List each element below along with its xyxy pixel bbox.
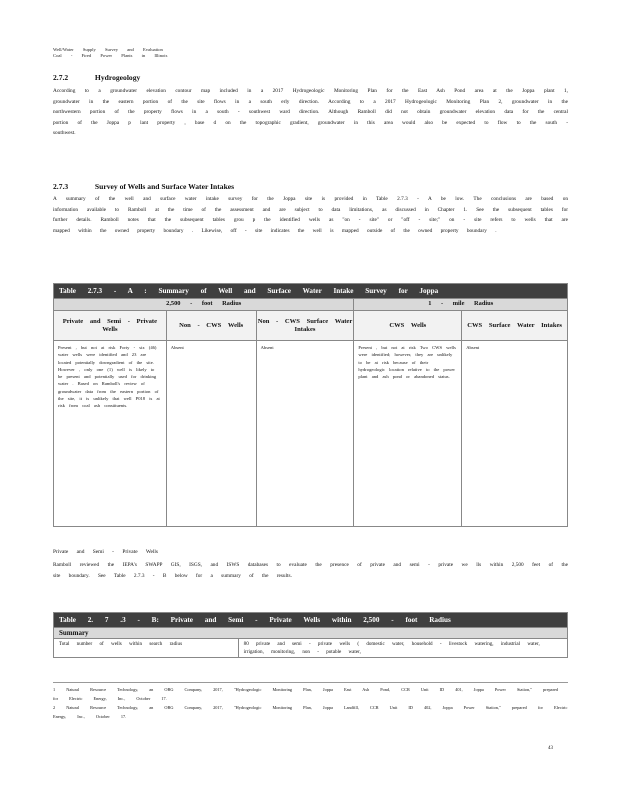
table-a-cell-cws-wells: Present , but not at risk Two CWS wells were identified; however, they are unlikely to be at risk because of their hydrogeologic location relative to the power plant and ash pond or abandoned status. [354, 341, 462, 527]
survey-paragraph: A summary of the well and surface water intake survey for the Joppa site is provided in Table 2.7.3 - A be low. The conclusions are based on information available to Ramboll at the time of the assessment and are subject to data limitations, as discussed in Chapter 1. See the subsequent tables for further details. Ramboll notes that the subsequent tables grou p the identified wells as "on - site" or "off - site;" on - site refers to wells that are mapped within the owned property boundary . Likewise, off - site indicates the well is mapped outside of the owned property boundary . [53, 196, 568, 234]
table-a-title: Table 2.7.3 - A : Summary of Well and Surface Water Intake Survey for Joppa [54, 284, 568, 299]
running-header-line1: Well/Water Supply Survey and Evaluation [53, 47, 163, 52]
page-number: 43 [548, 746, 553, 751]
summary-table-b [53, 612, 568, 658]
section-heading-survey [53, 182, 234, 191]
footnote-1: 1 Natural Resource Technology, an OBG Company, 2017, "Hydrogeologic Monitoring Plan, Joppa East Ash Pond, CCR Unit ID 401, Joppa Power Station," prepared for Electric Energy, Inc., October 17. [53, 687, 559, 701]
running-header-line2: Coal - Fired Power Plants in Illinois [53, 53, 168, 59]
private-wells-paragraph: Ramboll reviewed the IEPA's SWAPP GIS, ISGS, and ISWS databases to evaluate the presence of private and semi - private we lls within 2,500 feet of the site boundary. See Table 2.7.3 - B below for a summary of the results. [53, 562, 568, 579]
table-a-col-private-wells: Private and Semi - Private Wells [54, 311, 167, 341]
table-a-cell-noncws-intakes: Absent [256, 341, 354, 527]
table-a-cell-cws-intakes: Absent [462, 341, 568, 527]
table-a-band-1mile: 1 - mile Radius [354, 299, 568, 311]
section-number: 2.7.3 [53, 182, 69, 191]
table-a-cell-noncws-wells: Absent [166, 341, 256, 527]
table-b-row-label: Total number of wells within search radius [54, 639, 239, 658]
section-title: Survey of Wells and Surface Water Intakes [94, 182, 235, 191]
table-a-col-noncws-wells: Non - CWS Wells [166, 311, 256, 341]
private-wells-subheading: Private and Semi - Private Wells [53, 549, 158, 555]
running-header [53, 47, 167, 59]
hydrogeology-paragraph: According to a groundwater elevation contour map included in a 2017 Hydrogeologic Monitoring Plan for the East Ash Pond area at the Joppa plant 1, groundwater in the eastern portion of the site flows in a south erly direction. According to a 2017 Hydrogeologic Monitoring Plan 2, groundwater in the northwestern portion of the property flows in a south - southwest ward direction. Although Ramboll did not obtain groundwater elevation data for the central portion of the Joppa p lant property , base d on the topographic gradient, groundwater in this area would also be expected to flow to the south - southwest. [53, 88, 568, 137]
footnote-2: 2 Natural Resource Technology, an OBG Company, 2017, "Hydrogeologic Monitoring Plan, Joppa Landfill, CCR Unit ID 402, Joppa Power Station," prepared for Electric Energy, Inc., October 17. [53, 705, 568, 719]
section-title: Hydrogeology [94, 73, 141, 82]
table-a-col-cws-wells: CWS Wells [354, 311, 462, 341]
summary-table-a [53, 283, 568, 527]
table-b-title: Table 2. 7 .3 - B: Private and Semi - Private Wells within 2,500 - foot Radius [54, 613, 568, 628]
table-a-band-2500ft: 2,500 - foot Radius [54, 299, 354, 311]
table-a-cell-private-wells: Present , but not at risk Forty - six (46) water wells were identified and 23 are located potentially downgradient of the site. However , only one (1) well is likely to be present and potentially used for drinking water . Based on Ramboll's review of groundwater data from the eastern portion of the site, it is unlikely that well P018 is at risk from coal ash constituents. [54, 341, 167, 527]
table-a-col-cws-intakes: CWS Surface Water Intakes [462, 311, 568, 341]
table-a-col-noncws-intakes: Non - CWS Surface Water Intakes [256, 311, 354, 341]
table-b-summary-label: Summary [54, 628, 568, 639]
section-number: 2.7.2 [53, 73, 69, 82]
footnote-divider [53, 682, 568, 683]
section-heading-hydrogeology [53, 73, 140, 82]
table-b-row-value: 80 private and semi - private wells ( domestic water, household - livestock watering, industrial water, irrigation, monitoring, non - potable water, [238, 639, 567, 658]
